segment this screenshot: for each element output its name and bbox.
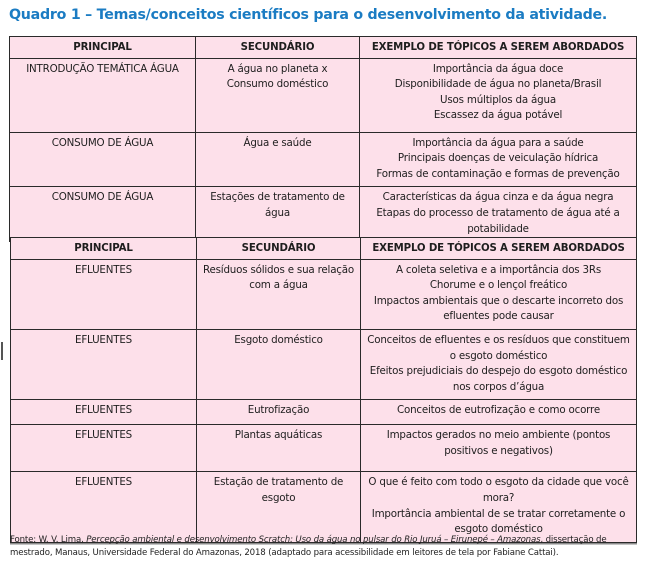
cell-secundario (197, 472, 361, 542)
cell-topicos (361, 259, 637, 329)
topico-line: O que é feito com todo o esgoto da cidade que você mora? (368, 476, 629, 504)
secundario-line: Plantas aquáticas (234, 429, 323, 442)
cell-topicos (361, 329, 637, 399)
source-citation (10, 534, 640, 561)
table-row (11, 329, 637, 399)
cell-secundario (196, 187, 360, 242)
table-row (11, 425, 637, 472)
secundario-line: Consumo doméstico (226, 78, 329, 91)
cell-topicos (360, 132, 637, 187)
header-secundario: SECUNDÁRIO (197, 238, 361, 260)
header-topicos: EXEMPLO DE TÓPICOS A SEREM ABORDADOS (360, 37, 637, 59)
secundario-line: Água e saúde (243, 136, 312, 149)
topico-line: Etapas do processo de tratamento de água até a potabilidade (376, 206, 620, 235)
cell-topicos (360, 58, 637, 132)
table-row (11, 400, 637, 425)
cell-secundario (196, 132, 360, 187)
cell-secundario (197, 400, 361, 425)
topico-line: Formas de contaminação e formas de prevenção (376, 167, 620, 180)
table-row (10, 187, 637, 242)
table-caption-title: Quadro 1 – Temas/conceitos científicos para o desenvolvimento da atividade. (9, 7, 608, 23)
cell-topicos (361, 472, 637, 542)
topico-line: Conceitos de efluentes e os resíduos que constituem o esgoto doméstico (367, 333, 630, 362)
cell-principal: EFLUENTES (11, 472, 197, 542)
source-work-title: Percepção ambiental e desenvolvimento Scratch: Uso da água no pulsar do Rio Juruá – Eirunepé – Amazonas (86, 535, 541, 545)
cell-topicos (361, 425, 637, 472)
secundario-line: Eutrofização (247, 404, 310, 417)
cell-secundario (196, 58, 360, 132)
topico-line: Importância da água doce (432, 62, 564, 75)
cell-secundario (197, 329, 361, 399)
topico-line: Conceitos de eutrofização e como ocorre (397, 404, 600, 417)
table-body (10, 58, 637, 242)
table-row (10, 132, 637, 187)
source-suffix: , dissertação de mestrado, Manaus, Universidade Federal do Amazonas, 2018 (adaptado para acessibilidade em leitores de tela por Fabiane Cattai). (10, 535, 607, 559)
topico-line: A coleta seletiva e a importância dos 3Rs (395, 263, 602, 276)
table-header-row (11, 238, 637, 260)
topico-line: Usos múltiplos da água (440, 93, 556, 106)
cell-secundario (197, 425, 361, 472)
topico-line: Impactos ambientais que o descarte incorreto dos efluentes pode causar (373, 294, 624, 323)
secundario-line: A água no planeta x (227, 62, 328, 75)
secundario-line: Resíduos sólidos e sua relação com a água (203, 263, 354, 292)
cell-principal: EFLUENTES (11, 259, 197, 329)
table-row (11, 259, 637, 329)
topico-line: Efeitos prejudiciais do despejo do esgoto doméstico nos corpos d’água (369, 365, 628, 393)
topico-line: Principais doenças de veiculação hídrica (397, 152, 599, 165)
topico-line: Importância ambiental de se tratar corretamente o esgoto doméstico (371, 507, 626, 536)
table-header-row (10, 37, 637, 59)
cell-topicos (360, 187, 637, 242)
cell-principal: EFLUENTES (11, 425, 197, 472)
table-row (11, 472, 637, 542)
header-secundario: SECUNDÁRIO (196, 37, 360, 59)
topico-line: Escassez da água potável (433, 109, 563, 122)
cell-principal: CONSUMO DE ÁGUA (10, 132, 196, 187)
secundario-line: Estações de tratamento de água (210, 191, 345, 219)
topico-line: Disponibilidade de água no planeta/Brasil (394, 78, 602, 91)
header-principal: PRINCIPAL (10, 37, 196, 59)
cell-principal: EFLUENTES (11, 400, 197, 425)
cell-secundario (197, 259, 361, 329)
topico-line: Impactos gerados no meio ambiente (pontos positivos e negativos) (386, 429, 611, 457)
source-prefix: Fonte: W. V. Lima, (10, 535, 87, 545)
secundario-line: Esgoto doméstico (234, 333, 323, 346)
cell-principal: CONSUMO DE ÁGUA (10, 187, 196, 242)
header-principal: PRINCIPAL (11, 238, 197, 260)
themes-table-1 (9, 36, 637, 242)
header-topicos: EXEMPLO DE TÓPICOS A SEREM ABORDADOS (361, 238, 637, 260)
topico-line: Chorume e o lençol freático (429, 279, 568, 292)
cell-topicos (361, 400, 637, 425)
topico-line: Importância da água para a saúde (412, 136, 584, 149)
themes-table-2 (10, 237, 637, 543)
text-cursor-mark (1, 342, 3, 360)
table-row (10, 58, 637, 132)
topico-line: Características da água cinza e da água negra (382, 191, 614, 204)
cell-principal: INTRODUÇÃO TEMÁTICA ÁGUA (10, 58, 196, 132)
cell-principal: EFLUENTES (11, 329, 197, 399)
table-body (11, 259, 637, 542)
secundario-line: Estação de tratamento de esgoto (213, 476, 344, 504)
